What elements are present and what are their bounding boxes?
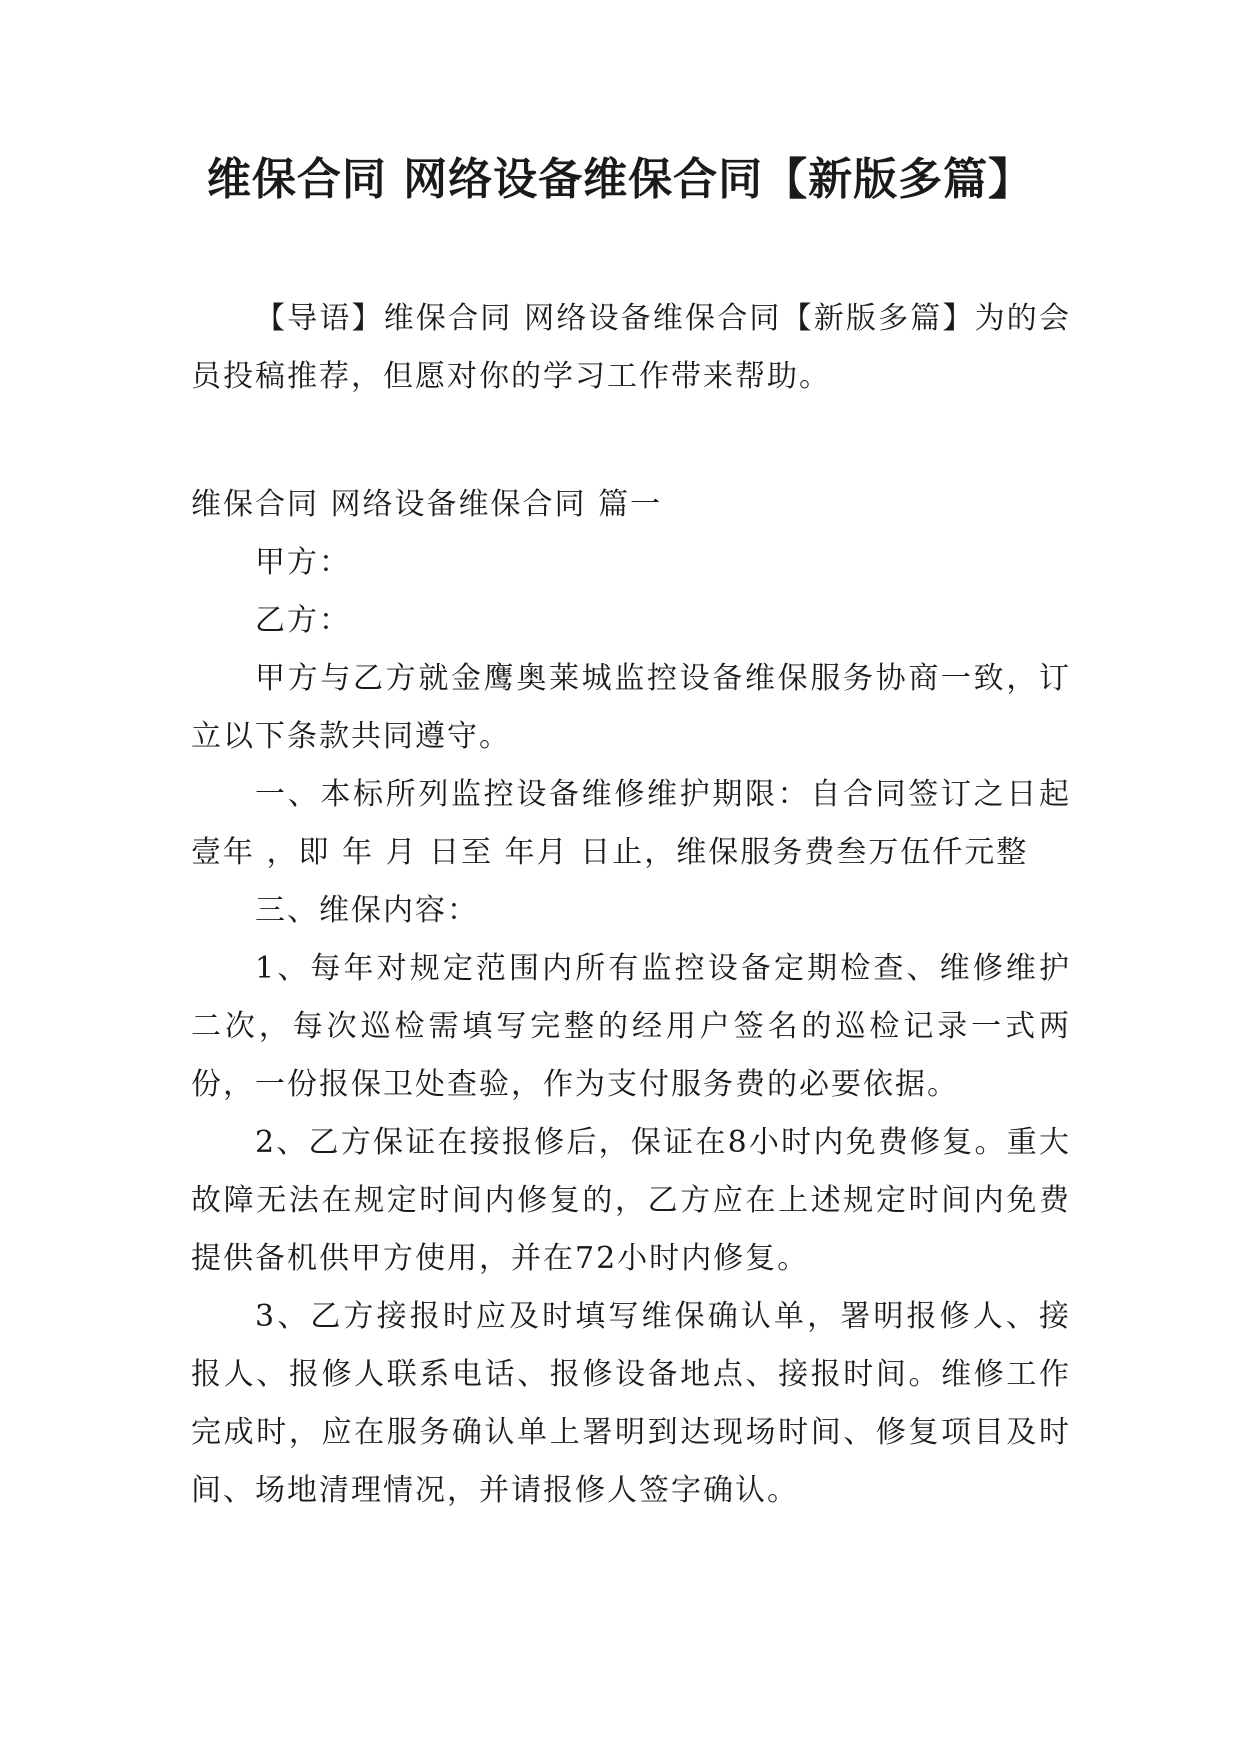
- clause-term: 一、本标所列监控设备维修维护期限：自合同签订之日起壹年 ，即 年 月 日至 年月 日止，维保服务费叁万伍仟元整: [191, 777, 1071, 870]
- clause-item-2: 2、乙方保证在接报修后，保证在8小时内免费修复。重大故障无法在规定时间内修复的，乙方应在上述规定时间内免费提供备机供甲方使用，并在72小时内修复。: [191, 1125, 1071, 1276]
- document-body: [191, 290, 1071, 1520]
- clause-content-heading: 三、维保内容：: [255, 893, 479, 928]
- section-heading: 维保合同 网络设备维保合同 篇一: [191, 487, 663, 522]
- agreement-paragraph: 甲方与乙方就金鹰奥莱城监控设备维保服务协商一致，订立以下条款共同遵守。: [191, 661, 1071, 754]
- clause-item-1: 1、每年对规定范围内所有监控设备定期检查、维修维护二次，每次巡检需填写完整的经用户签名的巡检记录一式两份，一份报保卫处查验，作为支付服务费的必要依据。: [191, 951, 1071, 1102]
- party-b-line: 乙方：: [255, 603, 351, 638]
- clause-item-3: 3、乙方接报时应及时填写维保确认单，署明报修人、接报人、报修人联系电话、报修设备地点、接报时间。维修工作完成时，应在服务确认单上署明到达现场时间、修复项目及时间、场地清理情况，并请报修人签字确认。: [191, 1299, 1071, 1508]
- intro-paragraph: 【导语】维保合同 网络设备维保合同【新版多篇】为的会员投稿推荐，但愿对你的学习工作带来帮助。: [191, 301, 1071, 394]
- party-a-line: 甲方：: [255, 545, 351, 580]
- document-title: 维保合同 网络设备维保合同【新版多篇】: [206, 154, 1034, 205]
